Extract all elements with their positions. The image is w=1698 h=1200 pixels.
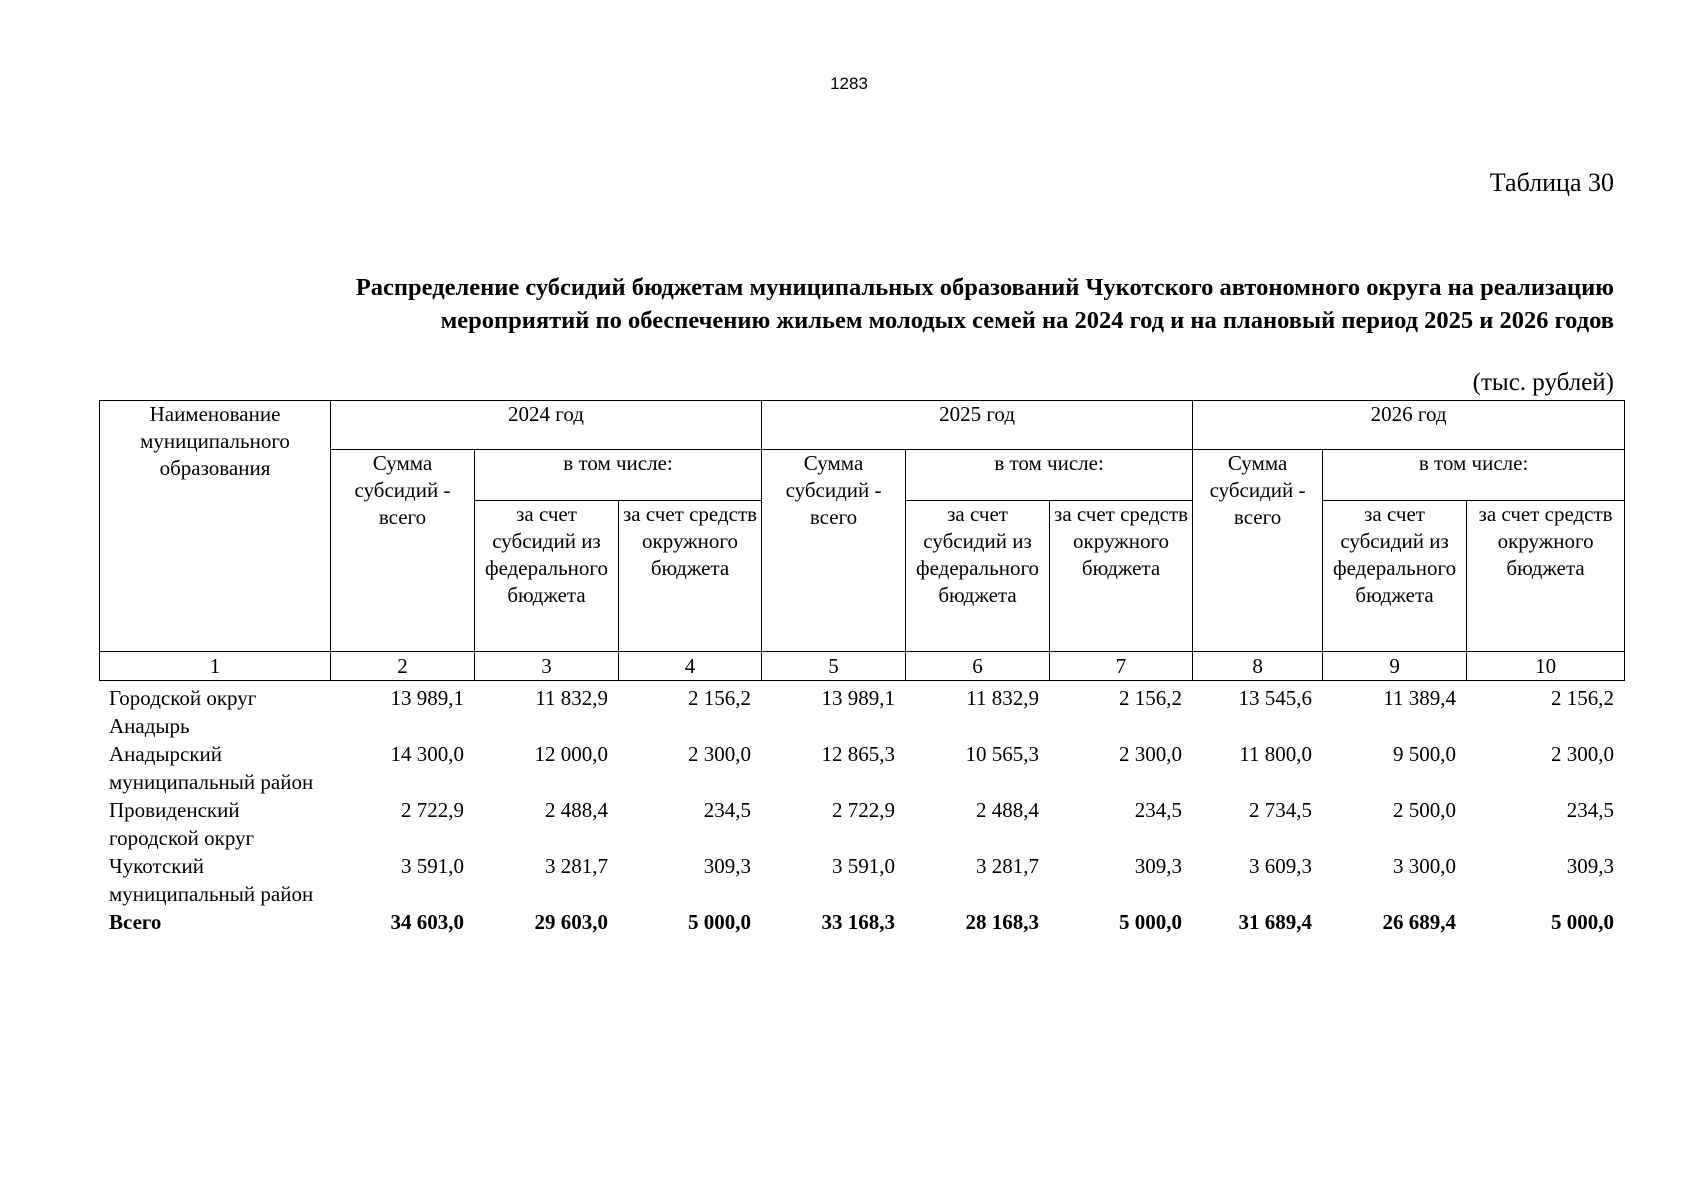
column-number: 10	[1467, 652, 1625, 681]
column-number: 5	[762, 652, 906, 681]
cell-value: 234,5	[1566, 798, 1614, 822]
cell-value: 2 488,4	[976, 798, 1039, 822]
cell-value: 2 156,2	[1551, 686, 1614, 710]
cell-value: 2 500,0	[1393, 798, 1456, 822]
header-including-2024: в том числе:	[475, 450, 762, 501]
table-row	[99, 684, 1624, 740]
table-row	[99, 852, 1624, 908]
cell-value: 12 865,3	[821, 742, 895, 766]
cell-value: 2 156,2	[1119, 686, 1182, 710]
total-value: 5 000,0	[688, 910, 751, 934]
cell-value: 3 609,3	[1249, 854, 1312, 878]
title-line-2: мероприятий по обеспечению жильем молодых семей на 2024 год и на плановый период 2025 и 2026 годов	[440, 307, 1614, 334]
cell-value: 2 156,2	[688, 686, 751, 710]
cell-value: 234,5	[1134, 798, 1182, 822]
row-name: Чукотский муниципальный район	[109, 854, 314, 906]
header-name-column: Наименование муниципального образования	[100, 401, 331, 652]
table-row	[99, 740, 1624, 796]
cell-value: 2 300,0	[1551, 742, 1614, 766]
cell-value: 3 300,0	[1393, 854, 1456, 878]
cell-value: 10 565,3	[965, 742, 1039, 766]
total-value: 29 603,0	[534, 910, 608, 934]
cell-value: 3 281,7	[545, 854, 608, 878]
row-name: Городской округ Анадырь	[109, 686, 257, 738]
header-year-2024: 2024 год	[331, 401, 762, 450]
cell-value: 13 545,6	[1238, 686, 1312, 710]
cell-value: 309,3	[1134, 854, 1182, 878]
cell-value: 3 281,7	[976, 854, 1039, 878]
cell-value: 11 832,9	[535, 686, 608, 710]
cell-value: 309,3	[1566, 854, 1614, 878]
row-name: Провиденский городской округ	[109, 798, 255, 850]
cell-value: 12 000,0	[534, 742, 608, 766]
cell-value: 2 722,9	[832, 798, 895, 822]
title-line-1: Распределение субсидий бюджетам муниципальных образований Чукотского автономного округа на реализацию	[355, 274, 1614, 301]
units-label: (тыс. рублей)	[1472, 369, 1614, 396]
header-year-2026: 2026 год	[1193, 401, 1625, 450]
cell-value: 2 300,0	[1119, 742, 1182, 766]
column-number: 7	[1050, 652, 1193, 681]
header-regional-2024: за счет средств окружного бюджета	[619, 501, 762, 652]
header-including-2025: в том числе:	[906, 450, 1193, 501]
cell-value: 2 722,9	[401, 798, 464, 822]
header-total-2024: Сумма субсидий - всего	[331, 450, 475, 652]
header-total-2026: Сумма субсидий - всего	[1193, 450, 1323, 652]
total-value: 5 000,0	[1551, 910, 1614, 934]
column-number: 4	[619, 652, 762, 681]
column-number: 6	[906, 652, 1050, 681]
cell-value: 2 734,5	[1249, 798, 1312, 822]
column-number: 3	[475, 652, 619, 681]
subsidy-table-header	[99, 400, 1625, 681]
total-row	[99, 908, 1624, 936]
header-regional-2025: за счет средств окружного бюджета	[1050, 501, 1193, 652]
cell-value: 3 591,0	[401, 854, 464, 878]
total-value: 33 168,3	[821, 910, 895, 934]
page-number: 1283	[830, 74, 868, 93]
cell-value: 13 989,1	[390, 686, 464, 710]
cell-value: 11 800,0	[1239, 742, 1312, 766]
column-number: 2	[331, 652, 475, 681]
cell-value: 13 989,1	[821, 686, 895, 710]
cell-value: 2 300,0	[688, 742, 751, 766]
cell-value: 3 591,0	[832, 854, 895, 878]
header-regional-2026: за счет средств окружного бюджета	[1467, 501, 1625, 652]
cell-value: 309,3	[703, 854, 751, 878]
total-value: 34 603,0	[390, 910, 464, 934]
header-federal-2026: за счет субсидий из федерального бюджета	[1323, 501, 1467, 652]
cell-value: 14 300,0	[390, 742, 464, 766]
table-row	[99, 796, 1624, 852]
total-value: 26 689,4	[1382, 910, 1456, 934]
column-number: 9	[1323, 652, 1467, 681]
total-label: Всего	[109, 910, 162, 934]
cell-value: 234,5	[703, 798, 751, 822]
table-caption: Таблица 30	[1489, 168, 1614, 197]
cell-value: 2 488,4	[545, 798, 608, 822]
column-number: 8	[1193, 652, 1323, 681]
total-value: 5 000,0	[1119, 910, 1182, 934]
header-federal-2024: за счет субсидий из федерального бюджета	[475, 501, 619, 652]
header-including-2026: в том числе:	[1323, 450, 1625, 501]
total-value: 28 168,3	[965, 910, 1039, 934]
cell-value: 11 832,9	[966, 686, 1039, 710]
subsidy-table-body	[99, 684, 1624, 936]
header-federal-2025: за счет субсидий из федерального бюджета	[906, 501, 1050, 652]
header-total-2025: Сумма субсидий - всего	[762, 450, 906, 652]
cell-value: 11 389,4	[1383, 686, 1456, 710]
total-value: 31 689,4	[1238, 910, 1312, 934]
column-number: 1	[100, 652, 331, 681]
cell-value: 9 500,0	[1393, 742, 1456, 766]
header-year-2025: 2025 год	[762, 401, 1193, 450]
document-title	[96, 271, 1614, 337]
row-name: Анадырский муниципальный район	[109, 742, 314, 794]
